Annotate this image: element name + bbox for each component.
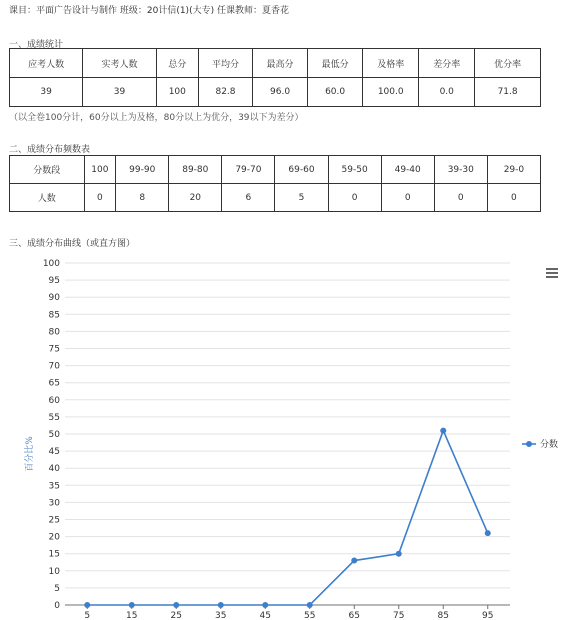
data-point <box>351 558 357 564</box>
stats-header-cell: 最低分 <box>308 49 363 78</box>
range-cell: 59-50 <box>328 156 381 184</box>
stats-header-cell: 总分 <box>156 49 198 78</box>
range-cell: 79-70 <box>222 156 275 184</box>
stats-header-cell: 应考人数 <box>10 49 83 78</box>
y-tick-label: 100 <box>42 259 60 269</box>
stats-value-cell: 39 <box>10 78 83 107</box>
data-point <box>440 428 446 434</box>
x-tick-label: 15 <box>126 611 138 620</box>
y-tick-label: 15 <box>48 549 60 560</box>
legend-marker <box>526 441 532 447</box>
data-point <box>307 602 313 608</box>
y-tick-label: 0 <box>54 601 60 611</box>
data-point <box>218 602 224 608</box>
menu-icon[interactable] <box>546 268 558 278</box>
y-tick-label: 30 <box>48 498 60 509</box>
data-point <box>129 602 135 608</box>
range-cell: 39-30 <box>434 156 487 184</box>
data-point <box>485 530 491 536</box>
series-line <box>87 431 488 605</box>
x-tick-label: 95 <box>482 611 494 620</box>
x-tick-label: 35 <box>215 611 227 620</box>
stats-header-cell: 及格率 <box>363 49 419 78</box>
stats-value-cell: 96.0 <box>253 78 308 107</box>
x-tick-label: 5 <box>84 611 91 620</box>
stats-value-cell: 60.0 <box>308 78 363 107</box>
y-tick-label: 70 <box>48 361 60 372</box>
stats-header-cell: 优分率 <box>475 49 541 78</box>
range-cell: 29-0 <box>487 156 540 184</box>
x-tick-label: 65 <box>348 611 360 620</box>
count-cell: 5 <box>275 184 328 212</box>
stats-header-cell: 平均分 <box>198 49 252 78</box>
stats-value-cell: 71.8 <box>475 78 541 107</box>
count-cell: 0 <box>434 184 487 212</box>
x-tick-label: 85 <box>437 611 449 620</box>
y-tick-label: 5 <box>54 583 60 594</box>
stats-header-cell: 实考人数 <box>83 49 156 78</box>
x-tick-label: 75 <box>393 611 405 620</box>
count-cell: 0 <box>328 184 381 212</box>
grading-note: （以全卷100分计，60分以上为及格，80分以上为优分，39以下为差分） <box>9 113 304 123</box>
range-cell: 49-40 <box>381 156 434 184</box>
x-tick-label: 45 <box>259 611 271 620</box>
count-cell: 0 <box>487 184 540 212</box>
y-tick-label: 90 <box>48 293 60 304</box>
count-cell: 0 <box>84 184 116 212</box>
y-tick-label: 20 <box>48 532 60 543</box>
y-tick-label: 80 <box>48 327 60 338</box>
y-tick-label: 40 <box>48 464 60 475</box>
count-cell: 0 <box>381 184 434 212</box>
range-cell: 99-90 <box>116 156 169 184</box>
x-tick-label: 55 <box>304 611 316 620</box>
y-tick-label: 75 <box>48 344 60 355</box>
count-cell: 6 <box>222 184 275 212</box>
stats-header-cell: 差分率 <box>419 49 475 78</box>
y-tick-label: 50 <box>48 430 60 440</box>
stats-value-cell: 39 <box>83 78 156 107</box>
stats-value-cell: 100 <box>156 78 198 107</box>
range-cell: 100 <box>84 156 116 184</box>
x-tick-label: 25 <box>170 611 182 620</box>
count-cell: 8 <box>116 184 169 212</box>
y-tick-label: 25 <box>48 515 60 526</box>
y-tick-label: 95 <box>48 276 60 287</box>
count-cell: 20 <box>169 184 222 212</box>
y-tick-label: 45 <box>48 447 60 458</box>
course-header: 课目：平面广告设计与制作 班级：20计信(1)(大专) 任课教师：夏香花 <box>9 6 289 16</box>
stats-value-cell: 100.0 <box>363 78 419 107</box>
data-point <box>84 602 90 608</box>
section1-title: 一、成绩统计 <box>9 40 64 50</box>
y-axis-label: 百分比% <box>25 436 35 472</box>
legend-label: 分数 <box>540 440 559 450</box>
y-tick-label: 65 <box>48 378 60 389</box>
y-tick-label: 85 <box>48 310 60 321</box>
range-cell: 89-80 <box>169 156 222 184</box>
stats-header-cell: 最高分 <box>253 49 308 78</box>
range-row-label: 分数段 <box>10 156 85 184</box>
y-tick-label: 55 <box>48 412 60 423</box>
stats-value-cell: 82.8 <box>198 78 252 107</box>
y-tick-label: 10 <box>48 566 60 577</box>
data-point <box>396 551 402 557</box>
data-point <box>173 602 179 608</box>
section3-title: 三、成绩分布曲线（或直方图） <box>9 239 136 249</box>
count-row-label: 人数 <box>10 184 85 212</box>
stats-value-cell: 0.0 <box>419 78 475 107</box>
data-point <box>262 602 268 608</box>
range-cell: 69-60 <box>275 156 328 184</box>
y-tick-label: 35 <box>48 481 60 492</box>
y-tick-label: 60 <box>48 395 60 406</box>
section2-title: 二、成绩分布频数表 <box>9 145 91 155</box>
